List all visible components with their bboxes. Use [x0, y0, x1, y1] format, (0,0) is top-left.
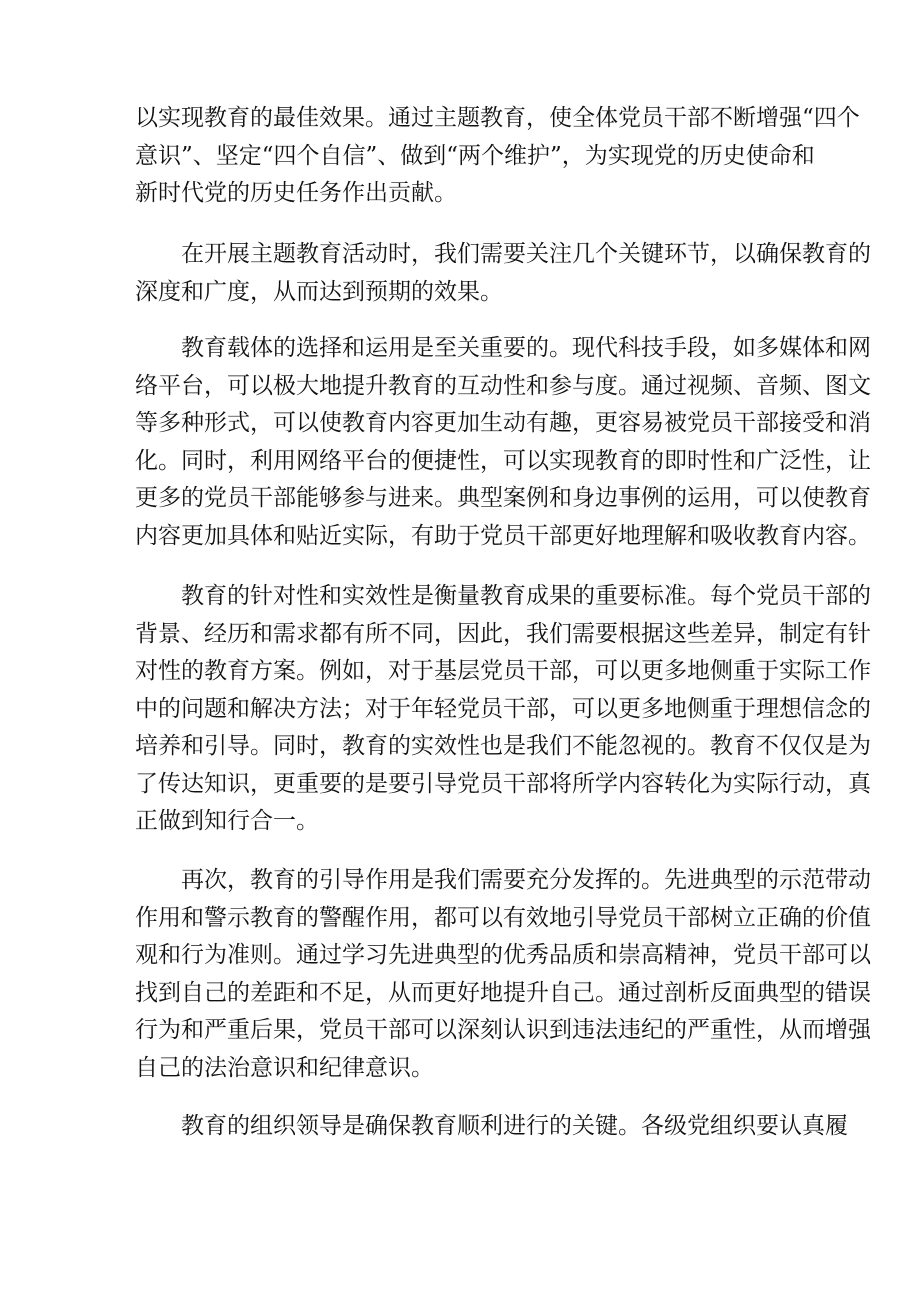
paragraph-line: 正做到知行合一。 [135, 808, 319, 834]
paragraph-line: 背景、经历和需求都有所不同，因此，我们需要根据这些差异，制定有针 [135, 620, 871, 647]
paragraph-line: 意识”、坚定“四个自信”、做到“两个维护”，为实现党的历史使命和 [135, 142, 815, 169]
paragraph-6 [135, 1108, 848, 1146]
paragraph-line: 中的问题和解决方法；对于年轻党员干部，可以更多地侧重于理想信念的 [135, 695, 871, 722]
paragraph-line: 深度和广度，从而达到预期的效果。 [135, 278, 503, 305]
paragraph-2 [135, 236, 871, 311]
paragraph-line: 等多种形式，可以使教育内容更加生动有趣，更容易被党员干部接受和消 [135, 410, 871, 436]
paragraph-line: 再次，教育的引导作用是我们需要充分发挥的。先进典型的示范带动 [181, 867, 871, 893]
paragraph-line: 新时代党的历史任务作出贡献。 [135, 180, 457, 206]
paragraph-line: 找到自己的差距和不足，从而更好地提升自己。通过剖析反面典型的错误 [135, 979, 871, 1006]
paragraph-line: 了传达知识，更重要的是要引导党员干部将所学内容转化为实际行动，真 [135, 770, 871, 797]
paragraph-line: 观和行为准则。通过学习先进典型的优秀品质和崇高精神，党员干部可以 [135, 942, 871, 968]
paragraph-line: 在开展主题教育活动时，我们需要关注几个关键环节，以确保教育的 [181, 241, 871, 267]
paragraph-line: 行为和严重后果，党员干部可以深刻认识到违法违纪的严重性，从而增强 [135, 1017, 871, 1043]
paragraph-line: 对性的教育方案。例如，对于基层党员干部，可以更多地侧重于实际工作 [135, 658, 871, 684]
paragraph-line: 自己的法治意识和纪律意识。 [135, 1054, 434, 1081]
paragraph-line: 培养和引导。同时，教育的实效性也是我们不能忽视的。教育不仅仅是为 [135, 733, 871, 759]
paragraph-line: 内容更加具体和贴近实际，有助于党员干部更好地理解和吸收教育内容。 [135, 522, 871, 549]
paragraph-line: 化。同时，利用网络平台的便捷性，可以实现教育的即时性和广泛性，让 [135, 447, 871, 474]
paragraph-line: 教育的组织领导是确保教育顺利进行的关键。各级党组织要认真履 [181, 1113, 848, 1139]
paragraph-4 [135, 578, 871, 841]
paragraph-5 [135, 862, 871, 1087]
paragraph-3 [135, 330, 871, 555]
paragraph-1 [135, 100, 860, 213]
paragraph-line: 教育载体的选择和运用是至关重要的。现代科技手段，如多媒体和网 [181, 335, 871, 361]
paragraph-line: 更多的党员干部能够参与进来。典型案例和身边事例的运用，可以使教育 [135, 485, 871, 511]
paragraph-line: 络平台，可以极大地提升教育的互动性和参与度。通过视频、音频、图文 [135, 372, 871, 399]
paragraph-line: 作用和警示教育的警醒作用，都可以有效地引导党员干部树立正确的价值 [135, 904, 871, 931]
paragraph-line: 以实现教育的最佳效果。通过主题教育，使全体党员干部不断增强“四个 [135, 105, 860, 131]
paragraph-line: 教育的针对性和实效性是衡量教育成果的重要标准。每个党员干部的 [181, 583, 871, 609]
